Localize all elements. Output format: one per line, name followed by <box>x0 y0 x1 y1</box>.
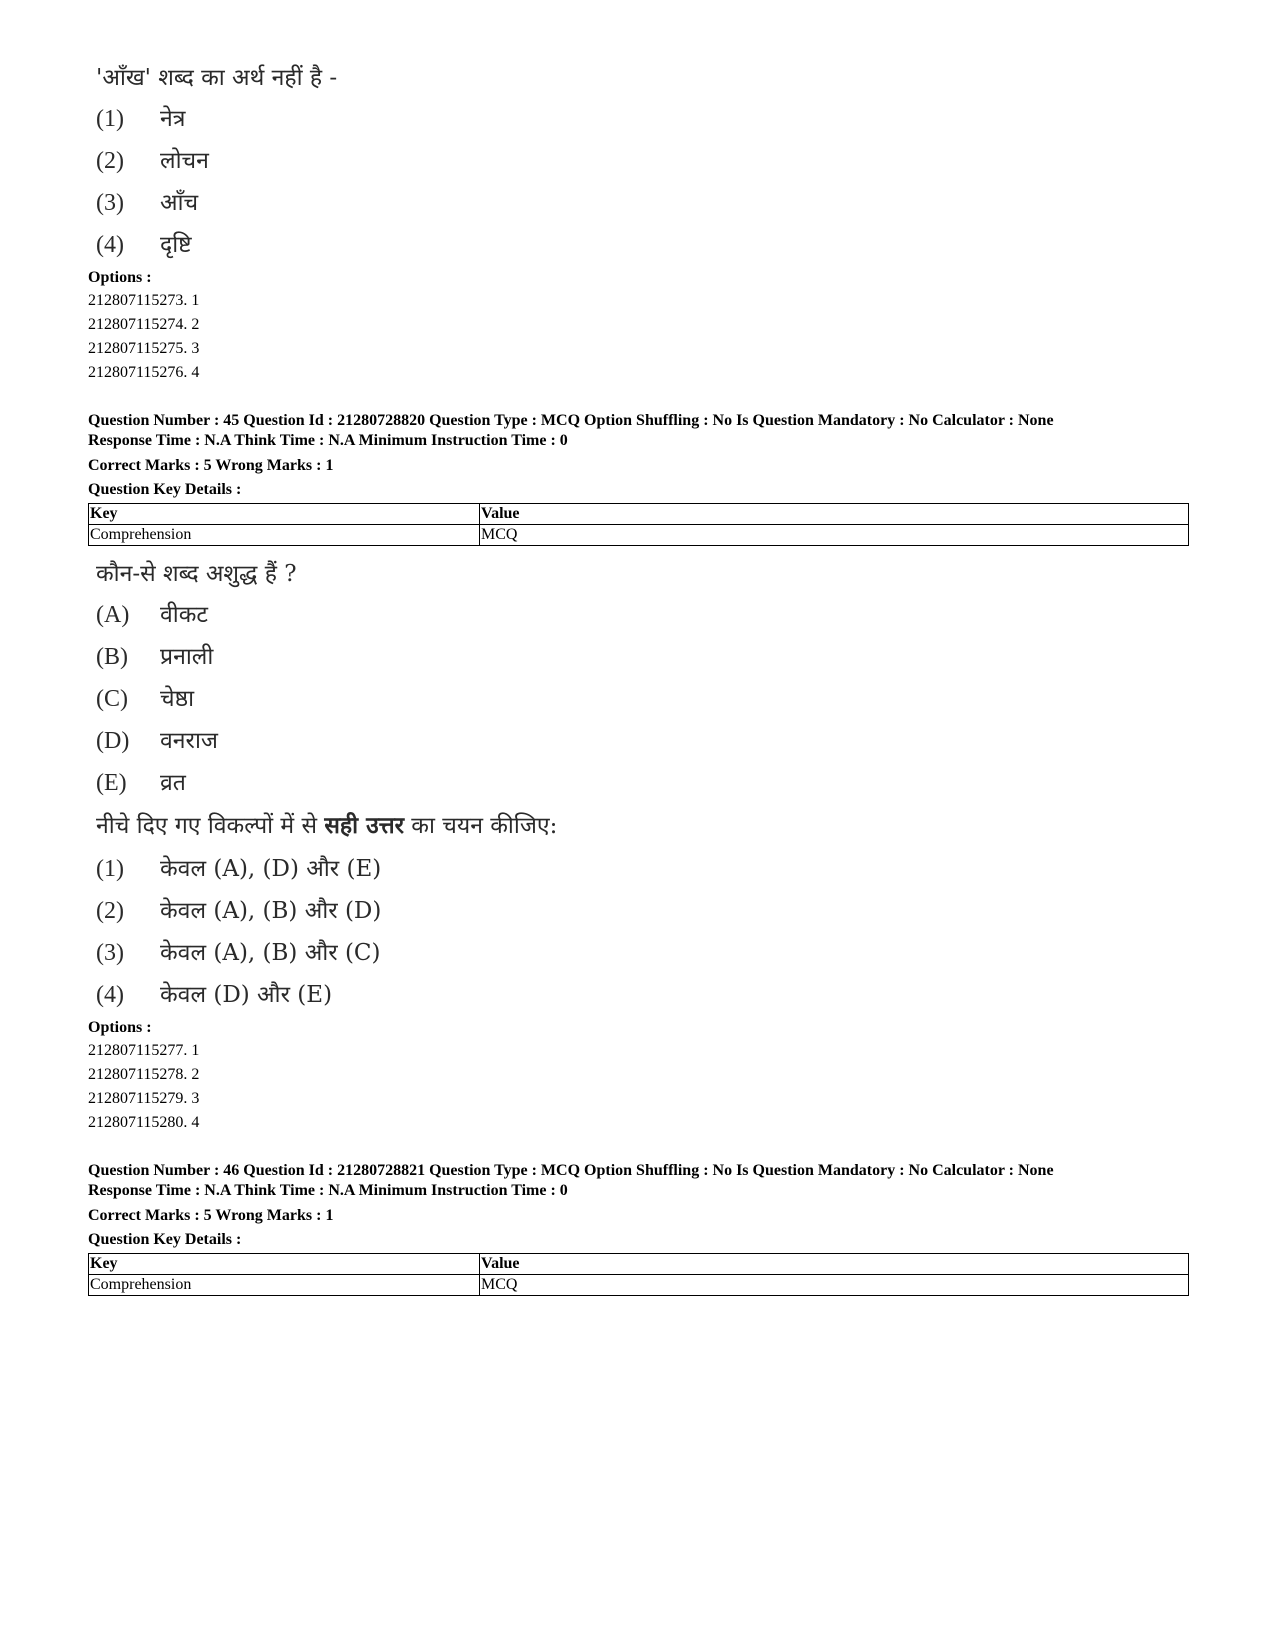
table-cell-key: Comprehension <box>89 1275 480 1296</box>
choice-number: (1) <box>96 106 124 132</box>
table-row <box>89 525 1189 546</box>
table-row <box>89 1275 1189 1296</box>
table-header-row <box>89 1254 1189 1275</box>
item-letter: (B) <box>96 644 128 670</box>
table-header-key: Key <box>89 504 480 525</box>
choice-text: केवल (A), (D) और (E) <box>160 856 382 882</box>
choice-number: (2) <box>96 148 124 174</box>
q45-choice <box>88 848 1188 890</box>
item-letter: (A) <box>96 602 130 628</box>
choice-text: नेत्र <box>160 106 186 132</box>
q44-question-image <box>88 58 1188 266</box>
choice-text: केवल (D) और (E) <box>160 982 333 1008</box>
q46-meta-line2: Response Time : N.A Think Time : N.A Minimum Instruction Time : 0 <box>88 1182 568 1199</box>
q44-choice <box>88 98 1188 140</box>
choice-number: (3) <box>96 190 124 216</box>
q45-options-label: Options : <box>88 1019 152 1036</box>
q44-stem: 'आँख' शब्द का अर्थ नहीं है - <box>96 65 338 91</box>
q46-metadata <box>88 1161 1188 1201</box>
choice-text: आँच <box>160 190 199 216</box>
item-text: वीकट <box>160 602 209 628</box>
q45-question-image <box>88 554 1188 1016</box>
q45-meta-line1: Question Number : 45 Question Id : 21280728820 Question Type : MCQ Option Shuffling : No Is Question Mandatory : No Calculator : None <box>88 412 1054 429</box>
q45-meta-line2: Response Time : N.A Think Time : N.A Minimum Instruction Time : 0 <box>88 432 568 449</box>
instruction-text: नीचे दिए गए विकल्पों में से <box>96 813 325 839</box>
q46-key-details-label: Question Key Details : <box>88 1231 242 1248</box>
q45-key-details-label: Question Key Details : <box>88 481 242 498</box>
instruction-text-end: का चयन कीजिए: <box>404 813 558 839</box>
q44-choice <box>88 182 1188 224</box>
q45-item <box>88 762 1188 804</box>
table-header-value: Value <box>480 504 1189 525</box>
table-cell-value: MCQ <box>480 1275 1189 1296</box>
q45-option-id: 212807115279. 3 <box>88 1090 200 1107</box>
q45-item <box>88 636 1188 678</box>
choice-number: (4) <box>96 232 124 258</box>
choice-number: (2) <box>96 898 124 924</box>
question-paper-page <box>88 58 1188 1296</box>
q44-option-id: 212807115274. 2 <box>88 316 200 333</box>
item-text: प्रनाली <box>160 644 214 670</box>
q45-choice <box>88 974 1188 1016</box>
table-cell-value: MCQ <box>480 525 1189 546</box>
instruction-bold: सही उत्तर <box>324 812 404 839</box>
q46-meta-line1: Question Number : 46 Question Id : 21280728821 Question Type : MCQ Option Shuffling : No Is Question Mandatory : No Calculator : None <box>88 1162 1054 1179</box>
q45-item <box>88 594 1188 636</box>
table-header-key: Key <box>89 1254 480 1275</box>
item-letter: (E) <box>96 770 127 796</box>
item-letter: (D) <box>96 728 130 754</box>
q45-instruction <box>88 804 1188 848</box>
q46-key-table <box>88 1253 1189 1296</box>
q45-metadata <box>88 411 1188 451</box>
q45-marks: Correct Marks : 5 Wrong Marks : 1 <box>88 457 334 474</box>
choice-text: केवल (A), (B) और (C) <box>160 940 381 966</box>
item-text: वनराज <box>160 728 218 754</box>
item-text: व्रत <box>160 770 186 796</box>
q45-option-id: 212807115277. 1 <box>88 1042 200 1059</box>
choice-number: (3) <box>96 940 124 966</box>
q44-choice <box>88 224 1188 266</box>
q46-marks: Correct Marks : 5 Wrong Marks : 1 <box>88 1207 334 1224</box>
choice-text: केवल (A), (B) और (D) <box>160 898 382 924</box>
choice-number: (4) <box>96 982 124 1008</box>
q44-option-id: 212807115275. 3 <box>88 340 200 357</box>
choice-text: दृष्टि <box>160 232 192 258</box>
q44-options-label: Options : <box>88 269 152 286</box>
q45-option-id: 212807115278. 2 <box>88 1066 200 1083</box>
q45-key-table <box>88 503 1189 546</box>
q45-item <box>88 678 1188 720</box>
choice-number: (1) <box>96 856 124 882</box>
q45-item <box>88 720 1188 762</box>
item-letter: (C) <box>96 686 128 712</box>
q44-choice <box>88 140 1188 182</box>
q45-option-id: 212807115280. 4 <box>88 1114 200 1131</box>
item-text: चेष्ठा <box>160 686 195 712</box>
q45-choice <box>88 932 1188 974</box>
choice-text: लोचन <box>160 148 209 174</box>
q44-option-id: 212807115276. 4 <box>88 364 200 381</box>
table-header-value: Value <box>480 1254 1189 1275</box>
q45-stem: कौन-से शब्द अशुद्ध हैं ? <box>96 561 297 587</box>
table-cell-key: Comprehension <box>89 525 480 546</box>
q45-choice <box>88 890 1188 932</box>
table-header-row <box>89 504 1189 525</box>
q44-option-id: 212807115273. 1 <box>88 292 200 309</box>
